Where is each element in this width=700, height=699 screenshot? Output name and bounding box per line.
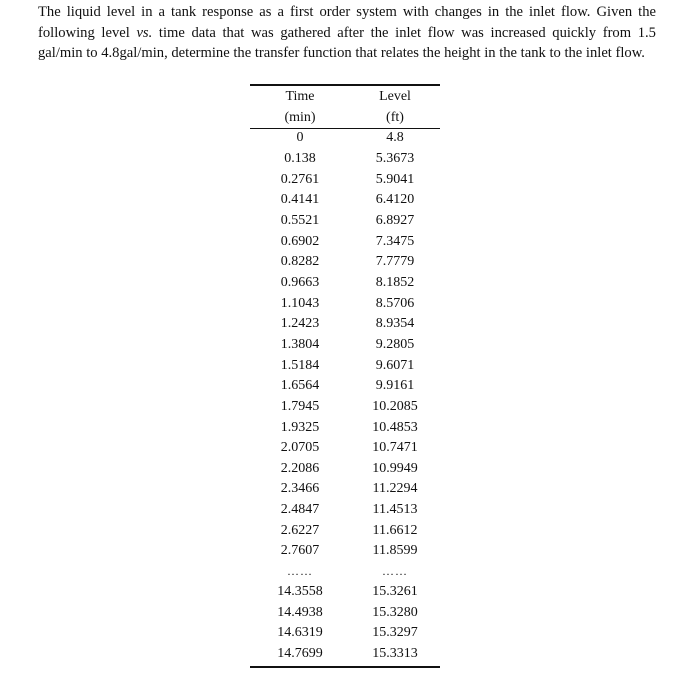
- time-cell: 2.4847: [280, 502, 320, 518]
- table-row: [250, 479, 440, 500]
- table-row: [250, 190, 440, 211]
- table-row: [250, 314, 440, 335]
- level-cell: 9.9161: [375, 378, 415, 394]
- level-cell: 7.7779: [375, 254, 415, 270]
- table-tail: [250, 582, 440, 665]
- time-cell: 2.3466: [280, 481, 320, 497]
- level-cell: 11.8599: [372, 543, 418, 559]
- table-row: [250, 335, 440, 356]
- level-cell: 11.2294: [372, 481, 418, 497]
- level-cell: 5.3673: [375, 150, 415, 166]
- level-cell: 15.3313: [372, 646, 418, 662]
- level-cell: 5.9041: [375, 171, 415, 187]
- level-cell: 8.5706: [375, 295, 415, 311]
- time-cell: 1.9325: [280, 419, 320, 435]
- time-cell: 14.4938: [277, 604, 323, 620]
- level-cell: 15.3280: [372, 604, 418, 620]
- time-cell: 14.7699: [277, 646, 323, 662]
- table-row: [250, 231, 440, 252]
- problem-statement: [38, 2, 656, 64]
- table-header-row-1: [250, 86, 440, 107]
- table-ellipsis-row: [250, 562, 440, 582]
- table-row: [250, 459, 440, 480]
- time-cell: 1.3804: [280, 336, 320, 352]
- table-row: [250, 169, 440, 190]
- table-row: [250, 293, 440, 314]
- level-cell: 11.4513: [372, 502, 418, 518]
- time-cell: 1.6564: [280, 378, 320, 394]
- table-row: [250, 149, 440, 170]
- data-table: [250, 84, 440, 668]
- time-cell: 2.7607: [280, 543, 320, 559]
- level-cell: 10.2085: [372, 398, 418, 414]
- level-cell: 10.7471: [372, 440, 418, 456]
- ellipsis-level: ……: [382, 564, 408, 579]
- time-cell: 2.0705: [280, 440, 320, 456]
- table-bottom-rule: [250, 666, 440, 668]
- level-cell: 15.3261: [372, 584, 418, 600]
- problem-text-vs: vs.: [136, 24, 153, 41]
- ellipsis-time: ……: [287, 564, 313, 579]
- table-body: [250, 128, 440, 562]
- header-time: Time: [285, 88, 315, 104]
- table-row: [250, 623, 440, 644]
- level-cell: 9.6071: [375, 357, 415, 373]
- table-row: [250, 520, 440, 541]
- table-row: [250, 273, 440, 294]
- problem-text-part1: The liquid level in a tank response as a first order system with changes in the inlet flow. Given the following level: [38, 4, 656, 41]
- table-row: [250, 438, 440, 459]
- time-cell: 14.3558: [277, 584, 323, 600]
- level-cell: 11.6612: [372, 522, 418, 538]
- table-row: [250, 500, 440, 521]
- table-row: [250, 376, 440, 397]
- level-cell: 10.9949: [372, 460, 418, 476]
- level-cell: 8.9354: [375, 316, 415, 332]
- header-time-unit: (min): [284, 109, 316, 125]
- time-cell: 0.2761: [280, 171, 320, 187]
- table-row: [250, 128, 440, 149]
- time-cell: 2.2086: [280, 460, 320, 476]
- problem-text-part2: time data that was gathered after the inlet flow was increased quickly from 1.5 gal/min to 4.8gal/min, determine the transfer function that relates the height in the tank to the inlet flow.: [38, 24, 656, 61]
- time-cell: 0: [296, 130, 304, 146]
- time-cell: 1.5184: [280, 357, 320, 373]
- time-cell: 1.2423: [280, 316, 320, 332]
- time-cell: 0.4141: [280, 192, 320, 208]
- table-row: [250, 355, 440, 376]
- level-cell: 8.1852: [375, 274, 415, 290]
- table-row: [250, 602, 440, 623]
- table-row: [250, 252, 440, 273]
- level-cell: 6.8927: [375, 212, 415, 228]
- time-cell: 0.9663: [280, 274, 320, 290]
- time-cell: 2.6227: [280, 522, 320, 538]
- level-cell: 9.2805: [375, 336, 415, 352]
- time-cell: 1.7945: [280, 398, 320, 414]
- level-cell: 4.8: [386, 130, 404, 146]
- time-cell: 0.8282: [280, 254, 320, 270]
- table-row: [250, 644, 440, 665]
- time-cell: 0.6902: [280, 233, 320, 249]
- header-level: Level: [379, 88, 411, 104]
- header-level-unit: (ft): [386, 109, 404, 125]
- table-row: [250, 582, 440, 603]
- table-row: [250, 211, 440, 232]
- level-cell: 10.4853: [372, 419, 418, 435]
- time-cell: 14.6319: [277, 625, 323, 641]
- level-cell: 6.4120: [375, 192, 415, 208]
- level-cell: 7.3475: [375, 233, 415, 249]
- table-row: [250, 397, 440, 418]
- time-cell: 1.1043: [280, 295, 320, 311]
- table-row: [250, 541, 440, 562]
- time-cell: 0.5521: [280, 212, 320, 228]
- level-cell: 15.3297: [372, 625, 418, 641]
- table-row: [250, 417, 440, 438]
- table-header-row-2: [250, 107, 440, 128]
- time-cell: 0.138: [284, 150, 316, 166]
